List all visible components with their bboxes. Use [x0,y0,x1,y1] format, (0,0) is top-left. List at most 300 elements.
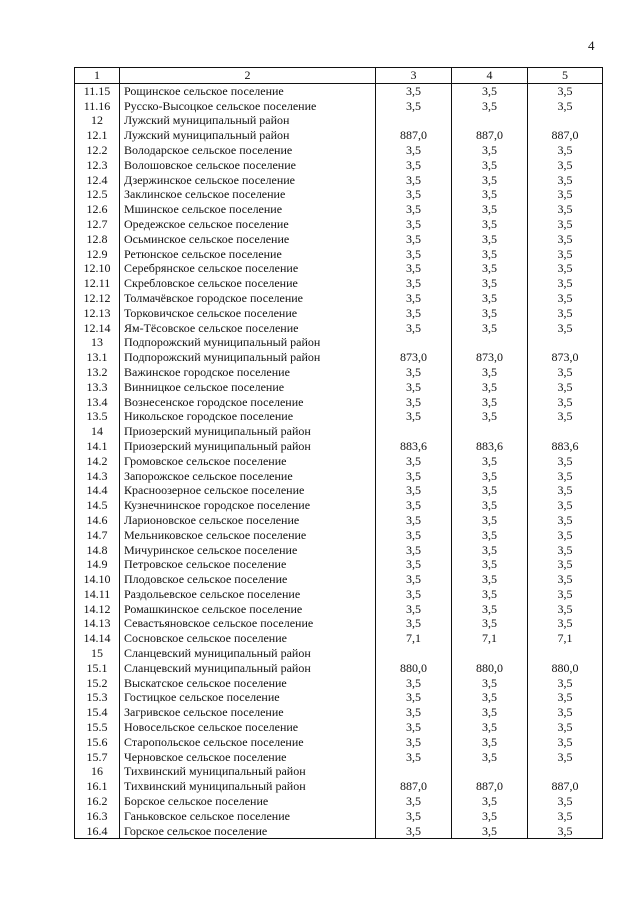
row-value-col4: 3,5 [452,557,528,572]
row-value-col3: 3,5 [376,202,452,217]
row-value-col5: 3,5 [528,187,603,202]
row-value-col5: 3,5 [528,513,603,528]
row-value-col3: 887,0 [376,779,452,794]
table-row [75,128,603,143]
row-number: 13.5 [75,409,120,424]
row-name: Ретюнское сельское поселение [120,247,376,262]
row-name: Красноозерное сельское поселение [120,483,376,498]
row-value-col5: 3,5 [528,217,603,232]
table-row [75,439,603,454]
row-number: 12.7 [75,217,120,232]
row-number: 12.14 [75,321,120,336]
row-name: Петровское сельское поселение [120,557,376,572]
table-row [75,83,603,98]
row-name: Скребловское сельское поселение [120,276,376,291]
row-value-col5: 3,5 [528,409,603,424]
row-value-col4: 3,5 [452,261,528,276]
row-value-col5: 3,5 [528,750,603,765]
row-value-col5: 3,5 [528,498,603,513]
row-value-col5: 880,0 [528,661,603,676]
table-row [75,720,603,735]
table-row [75,365,603,380]
row-name: Дзержинское сельское поселение [120,173,376,188]
table-row [75,483,603,498]
row-value-col4: 3,5 [452,306,528,321]
row-number: 15.5 [75,720,120,735]
row-number: 12.6 [75,202,120,217]
row-value-col4: 3,5 [452,380,528,395]
row-value-col5 [528,335,603,350]
row-number: 14.4 [75,483,120,498]
row-number: 13.4 [75,395,120,410]
row-name: Мельниковское сельское поселение [120,528,376,543]
row-value-col3: 3,5 [376,469,452,484]
header-col-3: 3 [376,68,452,84]
row-value-col5: 3,5 [528,705,603,720]
row-name: Подпорожский муниципальный район [120,350,376,365]
row-value-col4: 3,5 [452,572,528,587]
table-row [75,202,603,217]
row-number: 16.2 [75,794,120,809]
row-value-col3: 3,5 [376,187,452,202]
table-row [75,543,603,558]
row-value-col5 [528,646,603,661]
row-value-col4: 3,5 [452,187,528,202]
table-row [75,513,603,528]
table-row [75,557,603,572]
row-value-col5: 3,5 [528,794,603,809]
row-value-col5: 3,5 [528,454,603,469]
table-row [75,572,603,587]
row-value-col3: 7,1 [376,631,452,646]
row-name: Волошовское сельское поселение [120,158,376,173]
row-name: Приозерский муниципальный район [120,439,376,454]
row-value-col4: 3,5 [452,513,528,528]
header-col-1: 1 [75,68,120,84]
row-name: Борское сельское поселение [120,794,376,809]
table-row [75,690,603,705]
row-name: Запорожское сельское поселение [120,469,376,484]
row-value-col4: 3,5 [452,794,528,809]
row-value-col4: 3,5 [452,483,528,498]
row-value-col3 [376,646,452,661]
row-number: 12.10 [75,261,120,276]
row-value-col5: 3,5 [528,543,603,558]
row-value-col5: 3,5 [528,83,603,98]
row-number: 14.12 [75,602,120,617]
row-name: Никольское городское поселение [120,409,376,424]
row-value-col4: 3,5 [452,409,528,424]
row-name: Вознесенское городское поселение [120,395,376,410]
row-number: 14.2 [75,454,120,469]
row-value-col4: 3,5 [452,321,528,336]
row-value-col3: 3,5 [376,321,452,336]
row-number: 15 [75,646,120,661]
table-row [75,735,603,750]
row-value-col4: 3,5 [452,735,528,750]
row-name: Тихвинский муниципальный район [120,779,376,794]
table-row [75,661,603,676]
row-value-col5: 3,5 [528,365,603,380]
table-row [75,676,603,691]
row-number: 14.9 [75,557,120,572]
row-value-col5: 883,6 [528,439,603,454]
row-value-col3: 3,5 [376,247,452,262]
row-value-col3: 3,5 [376,824,452,839]
row-value-col4: 3,5 [452,454,528,469]
row-name: Ларионовское сельское поселение [120,513,376,528]
row-value-col4: 3,5 [452,173,528,188]
table-row [75,587,603,602]
row-name: Володарское сельское поселение [120,143,376,158]
table-row [75,764,603,779]
row-value-col3 [376,424,452,439]
row-number: 14.8 [75,543,120,558]
table-row [75,824,603,839]
row-name: Серебрянское сельское поселение [120,261,376,276]
table-row [75,809,603,824]
row-name: Подпорожский муниципальный район [120,335,376,350]
row-value-col5: 3,5 [528,158,603,173]
row-name: Лужский муниципальный район [120,128,376,143]
table-row [75,705,603,720]
row-name: Осьминское сельское поселение [120,232,376,247]
row-value-col5: 3,5 [528,99,603,114]
row-number: 14.5 [75,498,120,513]
row-value-col5: 3,5 [528,690,603,705]
row-number: 15.4 [75,705,120,720]
row-value-col4: 7,1 [452,631,528,646]
row-name: Оредежское сельское поселение [120,217,376,232]
row-value-col4: 3,5 [452,276,528,291]
row-number: 13.2 [75,365,120,380]
table-row [75,631,603,646]
row-value-col4: 3,5 [452,232,528,247]
row-name: Толмачёвское городское поселение [120,291,376,306]
row-value-col4: 3,5 [452,809,528,824]
table-row [75,99,603,114]
table-header-row [75,68,603,84]
row-name: Сосновское сельское поселение [120,631,376,646]
row-value-col5: 3,5 [528,824,603,839]
row-name: Русско-Высоцкое сельское поселение [120,99,376,114]
row-value-col3 [376,764,452,779]
row-value-col5: 3,5 [528,261,603,276]
row-name: Тихвинский муниципальный район [120,764,376,779]
row-value-col4: 3,5 [452,750,528,765]
table-row [75,158,603,173]
table-row [75,350,603,365]
row-value-col3: 3,5 [376,306,452,321]
row-value-col4: 887,0 [452,779,528,794]
table-row [75,395,603,410]
header-col-4: 4 [452,68,528,84]
row-value-col4: 3,5 [452,498,528,513]
row-name: Севастьяновское сельское поселение [120,616,376,631]
table-row [75,616,603,631]
row-value-col4 [452,764,528,779]
table-row [75,217,603,232]
row-number: 11.16 [75,99,120,114]
row-number: 13.1 [75,350,120,365]
row-number: 15.6 [75,735,120,750]
row-value-col3: 3,5 [376,705,452,720]
table-row [75,232,603,247]
row-value-col4: 3,5 [452,469,528,484]
row-name: Мичуринское сельское поселение [120,543,376,558]
row-name: Плодовское сельское поселение [120,572,376,587]
row-value-col3: 3,5 [376,409,452,424]
table-row [75,424,603,439]
row-value-col5: 3,5 [528,232,603,247]
row-number: 12.2 [75,143,120,158]
row-value-col3: 3,5 [376,380,452,395]
row-value-col5: 873,0 [528,350,603,365]
row-name: Приозерский муниципальный район [120,424,376,439]
row-number: 14.13 [75,616,120,631]
row-value-col4: 3,5 [452,99,528,114]
row-value-col4: 3,5 [452,395,528,410]
row-value-col3: 3,5 [376,572,452,587]
row-value-col3: 3,5 [376,99,452,114]
row-number: 13 [75,335,120,350]
row-value-col5: 887,0 [528,779,603,794]
row-name: Новосельское сельское поселение [120,720,376,735]
row-number: 12.11 [75,276,120,291]
row-number: 16 [75,764,120,779]
row-value-col4: 3,5 [452,247,528,262]
row-number: 12 [75,113,120,128]
row-value-col3: 3,5 [376,173,452,188]
row-value-col4: 3,5 [452,158,528,173]
table-row [75,528,603,543]
row-value-col4: 3,5 [452,690,528,705]
row-value-col4: 873,0 [452,350,528,365]
row-name: Мшинское сельское поселение [120,202,376,217]
row-name: Ям-Тёсовское сельское поселение [120,321,376,336]
table-row [75,261,603,276]
row-value-col4: 3,5 [452,587,528,602]
table-row [75,143,603,158]
row-value-col3: 3,5 [376,557,452,572]
row-value-col4: 3,5 [452,202,528,217]
row-value-col5: 3,5 [528,572,603,587]
row-value-col3: 3,5 [376,483,452,498]
header-col-5: 5 [528,68,603,84]
row-name: Ромашкинское сельское поселение [120,602,376,617]
row-value-col5: 3,5 [528,809,603,824]
row-value-col4 [452,113,528,128]
row-name: Заклинское сельское поселение [120,187,376,202]
row-value-col3: 3,5 [376,616,452,631]
row-value-col3: 3,5 [376,454,452,469]
table-row [75,113,603,128]
row-number: 12.1 [75,128,120,143]
row-value-col5: 3,5 [528,528,603,543]
row-value-col3: 3,5 [376,276,452,291]
row-number: 16.3 [75,809,120,824]
row-value-col4 [452,646,528,661]
table-row [75,306,603,321]
table-body [75,68,603,839]
row-number: 14.6 [75,513,120,528]
row-value-col5: 887,0 [528,128,603,143]
row-value-col4: 3,5 [452,824,528,839]
row-number: 15.7 [75,750,120,765]
table-row [75,321,603,336]
row-value-col5 [528,424,603,439]
row-value-col4: 3,5 [452,528,528,543]
row-value-col3: 3,5 [376,794,452,809]
row-value-col3: 3,5 [376,602,452,617]
row-value-col5: 3,5 [528,616,603,631]
table-row [75,247,603,262]
row-value-col5: 3,5 [528,557,603,572]
row-value-col3: 3,5 [376,809,452,824]
table-row [75,779,603,794]
table-row [75,454,603,469]
row-value-col3: 3,5 [376,217,452,232]
row-name: Сланцевский муниципальный район [120,661,376,676]
row-name: Важинское городское поселение [120,365,376,380]
row-number: 16.1 [75,779,120,794]
row-number: 14.7 [75,528,120,543]
row-value-col3: 887,0 [376,128,452,143]
row-value-col5: 3,5 [528,469,603,484]
row-name: Винницкое сельское поселение [120,380,376,395]
row-value-col3: 880,0 [376,661,452,676]
table-row [75,469,603,484]
row-value-col4: 3,5 [452,143,528,158]
table-row [75,602,603,617]
row-number: 12.8 [75,232,120,247]
row-value-col4: 3,5 [452,543,528,558]
row-value-col4: 3,5 [452,83,528,98]
row-number: 13.3 [75,380,120,395]
table-row [75,750,603,765]
row-value-col5: 3,5 [528,395,603,410]
row-value-col4 [452,424,528,439]
table-row [75,187,603,202]
row-value-col3: 3,5 [376,720,452,735]
table-row [75,409,603,424]
row-value-col4: 3,5 [452,705,528,720]
row-name: Торковичское сельское поселение [120,306,376,321]
row-name: Сланцевский муниципальный район [120,646,376,661]
row-value-col3: 3,5 [376,735,452,750]
row-number: 15.1 [75,661,120,676]
row-value-col5: 3,5 [528,676,603,691]
row-value-col5: 3,5 [528,306,603,321]
table-row [75,291,603,306]
row-value-col5: 3,5 [528,276,603,291]
row-number: 14 [75,424,120,439]
row-number: 12.5 [75,187,120,202]
row-value-col4: 3,5 [452,291,528,306]
row-name: Горское сельское поселение [120,824,376,839]
row-value-col5: 3,5 [528,735,603,750]
row-number: 12.12 [75,291,120,306]
row-number: 16.4 [75,824,120,839]
row-value-col4: 3,5 [452,365,528,380]
row-number: 12.4 [75,173,120,188]
row-value-col5: 3,5 [528,173,603,188]
row-value-col5: 3,5 [528,247,603,262]
row-value-col3: 3,5 [376,291,452,306]
row-value-col5 [528,764,603,779]
table-row [75,276,603,291]
row-value-col3: 3,5 [376,83,452,98]
row-number: 14.3 [75,469,120,484]
row-value-col3: 3,5 [376,676,452,691]
table-row [75,498,603,513]
row-name: Выскатское сельское поселение [120,676,376,691]
row-number: 12.9 [75,247,120,262]
row-value-col5: 7,1 [528,631,603,646]
row-number: 15.3 [75,690,120,705]
row-value-col3: 3,5 [376,543,452,558]
row-value-col5: 3,5 [528,587,603,602]
row-value-col3: 3,5 [376,232,452,247]
table-row [75,335,603,350]
row-value-col4: 3,5 [452,720,528,735]
page-number: 4 [588,38,595,53]
row-name: Раздольевское сельское поселение [120,587,376,602]
row-value-col3: 873,0 [376,350,452,365]
row-name: Громовское сельское поселение [120,454,376,469]
table-row [75,380,603,395]
row-name: Старопольское сельское поселение [120,735,376,750]
row-value-col3: 3,5 [376,158,452,173]
table-row [75,173,603,188]
row-value-col4: 3,5 [452,217,528,232]
row-value-col5: 3,5 [528,380,603,395]
row-value-col3: 3,5 [376,587,452,602]
row-value-col5: 3,5 [528,143,603,158]
row-value-col4: 3,5 [452,616,528,631]
row-value-col3: 3,5 [376,365,452,380]
row-value-col5: 3,5 [528,720,603,735]
row-value-col3: 883,6 [376,439,452,454]
row-number: 11.15 [75,83,120,98]
row-value-col4 [452,335,528,350]
row-value-col5: 3,5 [528,321,603,336]
row-value-col3: 3,5 [376,395,452,410]
row-value-col4: 880,0 [452,661,528,676]
row-value-col4: 3,5 [452,602,528,617]
row-value-col5: 3,5 [528,602,603,617]
row-number: 14.11 [75,587,120,602]
row-number: 12.3 [75,158,120,173]
row-value-col3: 3,5 [376,143,452,158]
row-name: Гостицкое сельское поселение [120,690,376,705]
header-col-2: 2 [120,68,376,84]
row-value-col3: 3,5 [376,528,452,543]
row-number: 14.14 [75,631,120,646]
row-value-col3: 3,5 [376,498,452,513]
row-name: Рощинское сельское поселение [120,83,376,98]
row-value-col3 [376,335,452,350]
allocation-table [74,67,603,839]
row-value-col4: 883,6 [452,439,528,454]
row-value-col3: 3,5 [376,513,452,528]
row-name: Черновское сельское поселение [120,750,376,765]
row-number: 14.10 [75,572,120,587]
row-name: Лужский муниципальный район [120,113,376,128]
row-value-col3 [376,113,452,128]
row-value-col4: 3,5 [452,676,528,691]
row-value-col4: 887,0 [452,128,528,143]
